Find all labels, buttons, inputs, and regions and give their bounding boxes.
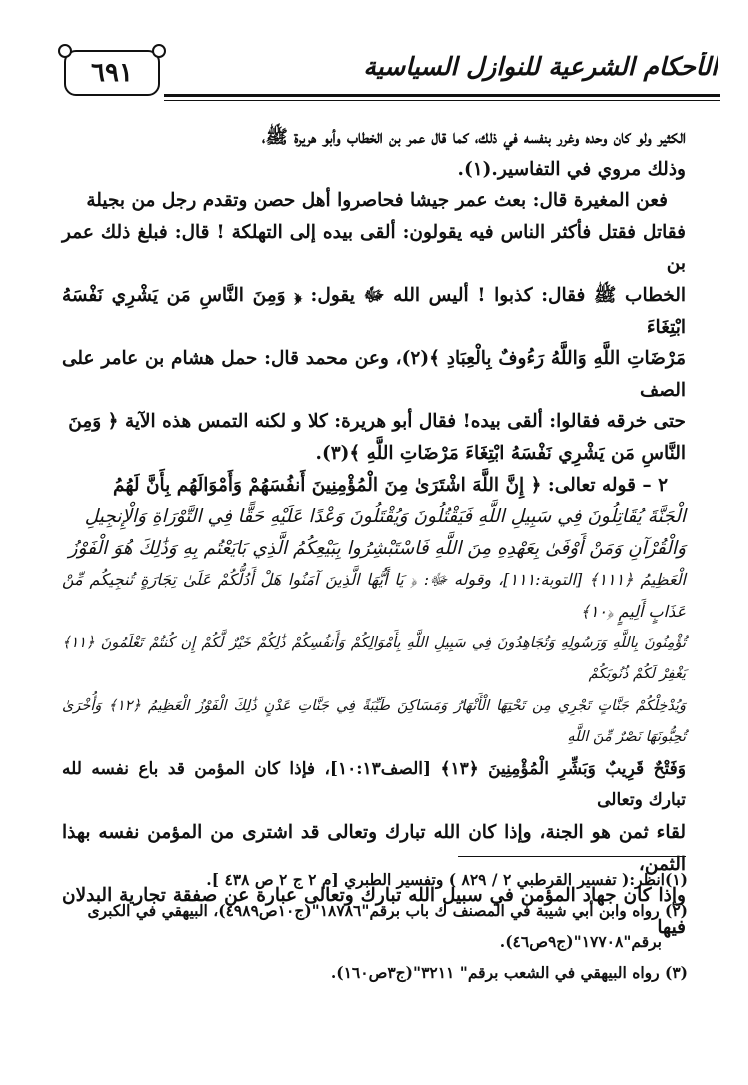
text-line: الكثير ولو كان وحده وغرر بنفسه في ذلك، كما قال عمر بن الخطاب وأبو هريرة ﷺ، — [261, 127, 686, 148]
quran-verse-line: الْعَظِيمُ ﴿١١١﴾ [التوبة:١١١]، وقوله ﷻ: ﴿ يَا أَيُّهَا الَّذِينَ آمَنُوا هَلْ أَدُلُّكُمْ عَلَىٰ تِجَارَةٍ تُنجِيكُم مِّنْ عَذَابٍ أَلِيمٍ ﴿١٠﴾ — [62, 570, 686, 621]
text-line: وإذا كان جهاد المؤمن في سبيل الله تبارك وتعالى عبارة عن صفقة تجارية البدلان فيها — [62, 885, 686, 938]
quran-verse-line: وَيُدْخِلْكُمْ جَنَّاتٍ تَجْرِي مِن تَحْتِهَا الْأَنْهَارُ وَمَسَاكِنَ طَيِّبَةً فِي جَنَّاتِ عَدْنٍ ذَٰلِكَ الْفَوْزُ الْعَظِيمُ ﴿١٢﴾ وَأُخْرَىٰ تُحِبُّونَهَا نَصْرٌ مِّنَ اللَّهِ — [62, 697, 686, 746]
text-line: وذلك مروي في التفاسير.(١). — [457, 158, 686, 180]
header-divider-thin — [164, 100, 720, 101]
footnote-separator — [458, 856, 686, 857]
quran-verse-line: وَالْقُرْآنِ وَمَنْ أَوْفَىٰ بِعَهْدِهِ مِنَ اللَّهِ فَاسْتَبْشِرُوا بِبَيْعِكُمُ الَّذِي بَايَعْتُم بِهِ وَذَٰلِكَ هُوَ الْفَوْزُ — [68, 537, 686, 559]
text-line: لقاء ثمن هو الجنة، وإذا كان الله تبارك وتعالى قد اشترى من المؤمن نفسه بهذا الثمن، — [62, 822, 686, 875]
text-line: ٢ – قوله تعالى: ﴿ إِنَّ اللَّهَ اشْتَرَىٰ مِنَ الْمُؤْمِنِينَ أَنفُسَهُمْ وَأَمْوَالَهُم بِأَنَّ لَهُمُ — [113, 474, 668, 496]
page-number: ٦٩١ — [64, 50, 160, 96]
running-title: الأحكام الشرعية للنوازل السياسية — [363, 52, 718, 81]
text-line: فعن المغيرة قال: بعث عمر جيشا فحاصروا أهل حصن وتقدم رجل من بجيلة — [86, 190, 668, 212]
text-line: النَّاسِ مَن يَشْرِي نَفْسَهُ ابْتِغَاءَ مَرْضَاتِ اللَّهِ ﴾(٣). — [315, 442, 686, 464]
footnotes — [48, 864, 688, 988]
quran-verse-line: الْجَنَّةَ يُقَاتِلُونَ فِي سَبِيلِ اللَّهِ فَيَقْتُلُونَ وَيُقْتَلُونَ وَعْدًا عَلَيْهِ حَقًّا فِي التَّوْرَاةِ وَالْإِنجِيلِ — [84, 506, 686, 528]
text-line: وَفَتْحٌ قَرِيبٌ وَبَشِّرِ الْمُؤْمِنِينَ ﴿١٣﴾ [الصف١٠:١٣]، فإذا كان المؤمن قد باع نفسه لله تبارك وتعالى — [62, 758, 687, 811]
main-text — [62, 122, 686, 943]
text-line: حتى خرقه فقالوا: ألقى بيده! فقال أبو هريرة: كلا و لكنه التمس هذه الآية ﴿ وَمِنَ — [68, 411, 686, 433]
quran-verse-line: تُؤْمِنُونَ بِاللَّهِ وَرَسُولِهِ وَتُجَاهِدُونَ فِي سَبِيلِ اللَّهِ بِأَمْوَالِكُمْ وَأَنفُسِكُمْ ذَٰلِكُمْ خَيْرٌ لَّكُمْ إِن كُنتُمْ تَعْلَمُونَ ﴿١١﴾ يَغْفِرْ لَكُمْ ذُنُوبَكُمْ — [62, 634, 686, 683]
footnote: (٣) رواه البيهقي في الشعب برقم" ٣٢١١"(ج٣ص١٦٠). — [330, 963, 688, 982]
footnote-continuation: برقم"١٧٧٠٨"(ج٩ص٤٦). — [499, 932, 662, 951]
text-line: مَرْضَاتِ اللَّهِ وَاللَّهُ رَءُوفٌ بِالْعِبَادِ ﴾(٢)، وعن محمد قال: حمل هشام بن عامر على الصف — [62, 348, 687, 401]
text-line: الخطاب ﷺ فقال: كذبوا ! أليس الله ﷻ يقول: ﴿ وَمِنَ النَّاسِ مَن يَشْرِي نَفْسَهُ ابْتِغَاءَ — [62, 284, 686, 338]
header-divider — [164, 94, 720, 97]
text-line: فقاتل فقتل فأكثر الناس فيه يقولون: ألقى بيده إلى التهلكة ! قال: فبلغ ذلك عمر بن — [62, 221, 686, 275]
footnote: (٢) رواه وابن أبي شيبة في المصنف ك باب برقم"١٨٧٨٦"(ج١٠ص٤٩٨٩)، البيهقي في الكبرى — [87, 901, 688, 920]
footnote: (١)انظر:( تفسير القرطبي ٢ / ٨٢٩ ) وتفسير الطبري [م ٢ ج ٢ ص ٤٣٨ ]. — [206, 870, 688, 889]
page-header — [44, 40, 728, 108]
